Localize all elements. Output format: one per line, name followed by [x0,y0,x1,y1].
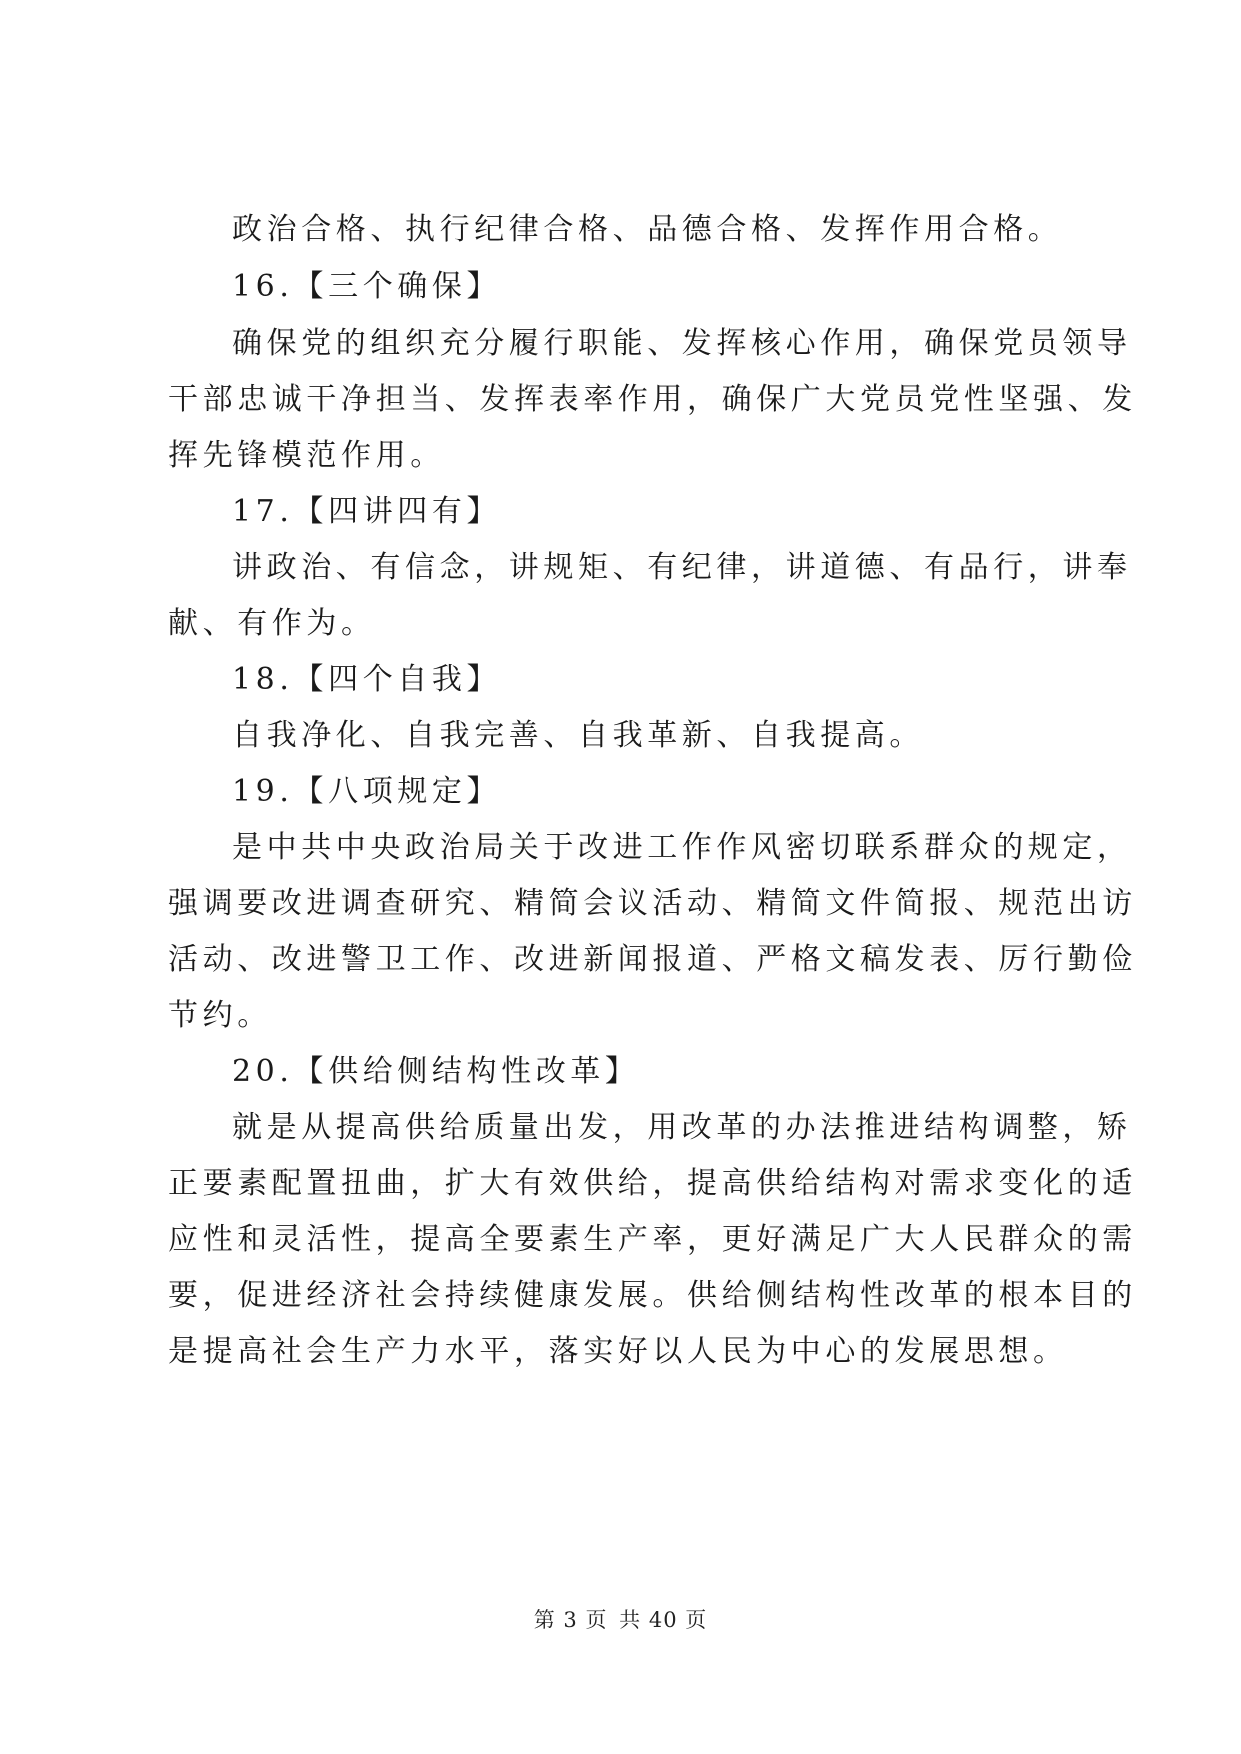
text-line: 活动、改进警卫工作、改进新闻报道、严格文稿发表、厉行勤俭 [168,942,1137,977]
text-line: 是中共中央政治局关于改进工作作风密切联系群众的规定， [232,830,1132,865]
text-line: 政治合格、执行纪律合格、品德合格、发挥作用合格。 [232,212,1063,247]
text-line: 自我净化、自我完善、自我革新、自我提高。 [232,718,924,753]
text-line: 强调要改进调查研究、精简会议活动、精简文件简报、规范出访 [168,886,1137,921]
page-total: 共 40 页 [619,1608,708,1632]
section-heading-16: 16.【三个确保】 [232,269,502,304]
text-line: 献、有作为。 [168,606,376,641]
text-line: 干部忠诚干净担当、发挥表率作用，确保广大党员党性坚强、发 [168,382,1137,417]
section-heading-19: 19.【八项规定】 [232,774,502,809]
document-page [168,0,1137,1754]
text-line: 就是从提高供给质量出发，用改革的办法推进结构调整，矫 [232,1110,1132,1145]
text-line: 要，促进经济社会持续健康发展。供给侧结构性改革的根本目的 [168,1278,1137,1313]
page-number: 第 3 页 [533,1608,608,1632]
text-line: 确保党的组织充分履行职能、发挥核心作用，确保党员领导 [232,326,1132,361]
text-line: 正要素配置扭曲，扩大有效供给，提高供给结构对需求变化的适 [168,1166,1137,1201]
section-heading-20: 20.【供给侧结构性改革】 [232,1054,640,1089]
text-line: 应性和灵活性，提高全要素生产率，更好满足广大人民群众的需 [168,1222,1137,1257]
section-heading-17: 17.【四讲四有】 [232,494,502,529]
page-footer [0,1604,1241,1634]
section-heading-18: 18.【四个自我】 [232,662,502,697]
text-line: 讲政治、有信念，讲规矩、有纪律，讲道德、有品行，讲奉 [232,550,1132,585]
text-line: 是提高社会生产力水平，落实好以人民为中心的发展思想。 [168,1334,1068,1369]
text-line: 挥先锋模范作用。 [168,438,445,473]
text-line: 节约。 [168,998,272,1033]
